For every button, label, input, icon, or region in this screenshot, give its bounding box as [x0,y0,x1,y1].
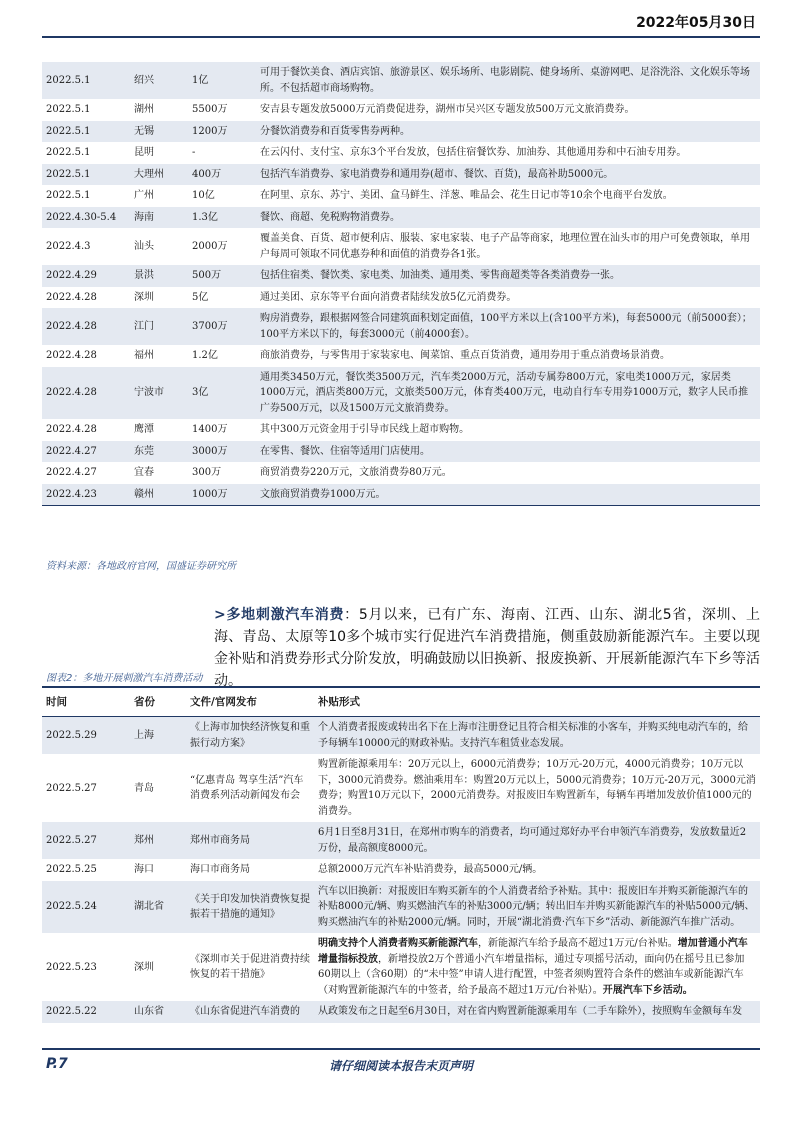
source-note: 资料来源：各地政府官网，国盛证券研究所 [46,561,236,572]
row-city: 宁波市 [130,367,188,420]
row-amount: 400万 [188,164,256,186]
row-subsidy [314,754,760,822]
table-row [42,345,760,367]
row-date: 2022.5.23 [46,961,97,973]
row-detail: 覆盖美食、百货、超市便利店、服装、家电家装、电子产品等商家，地理位置在汕头市的用户可免费领取，单用户每周可领取不同优惠券种和面值的消费券各1张。 [260,233,750,260]
table-row [42,881,760,934]
row-amount: 3亿 [188,367,256,420]
table-row [42,265,760,287]
row-date: 2022.5.1 [46,147,91,158]
row-province: 深圳 [134,961,154,973]
table-row [42,367,760,420]
row-province: 湖北省 [130,881,186,934]
row-city: 昆明 [134,147,154,158]
row-date: 2022.5.1 [46,190,91,201]
row-detail: 安吉县专题发放5000万元消费促进券，湖州市吴兴区专题发放500万元文旅消费券。 [260,104,635,115]
footer-divider [42,1048,760,1050]
subsidy-plain: 汽车以旧换新：对报废旧车购买新车的个人消费者给予补贴。其中：报废旧车并购买新能源汽车的补贴8000元/辆、购买燃油汽车的补贴3000元/辆；转出旧车并购买新能源汽车的补贴5000元/辆、购买燃油汽车的补贴2000元/辆。同时，开展“湖北消费·汽车下乡”活动、新能源汽车推广活动。 [318,885,755,928]
row-date: 2022.5.24 [42,881,130,934]
row-detail: 分餐饮消费券和百货零售券两种。 [256,121,760,143]
row-doc: “亿惠青岛 驾享生活”汽车消费系列活动新闻发布会 [190,774,304,802]
row-amount: 1000万 [188,484,256,506]
row-date: 2022.4.28 [46,424,97,435]
row-province: 青岛 [134,782,154,794]
header-doc: 文件/官网发布 [186,687,314,717]
row-city: 福州 [134,350,154,361]
row-date: 2022.4.27 [46,467,97,478]
row-date: 2022.5.29 [42,717,130,755]
paragraph-text: ：5月以来，已有广东、海南、江西、山东、湖北5省，深圳、上海、青岛、太原等10多个城市实行促进汽车消费措施，侧重鼓励新能源汽车。主要以现金补贴和消费券形式分阶发放，明确鼓励以旧换新、报废换新、开展新能源汽车下乡等活动。 [214,607,760,689]
row-province: 郑州 [130,822,186,859]
row-province: 海口 [134,864,154,876]
row-detail: 餐饮、商超、免税购物消费券。 [256,207,760,229]
row-date: 2022.4.28 [46,291,97,303]
row-detail: 通用类3450万元，餐饮类3500万元，汽车类2000万元，活动专属券800万元，家电类1000万元，家居类1000万元，酒店类800万元，文旅类500万元，体育类400万元，电动自行车专用券1000万元，数字人民币推广券500万元，以及1500万元文旅消费券。 [256,367,760,420]
row-city: 鹰潭 [134,424,154,435]
table-row [42,121,760,143]
subsidy-plain: 个人消费者报废或转出名下在上海市注册登记且符合相关标准的小客车，并购买纯电动汽车的，给予每辆车10000元的财政补贴。支持汽车租赁业态发展。 [318,722,748,749]
row-amount: 3000万 [188,441,256,463]
paragraph-lead: >多地刺激汽车消费 [214,607,345,623]
row-subsidy [314,859,760,881]
row-amount: 1.3亿 [188,207,256,229]
row-amount: 1.2亿 [192,350,218,361]
subsidy-plain: 从政策发布之日起至6月30日，对在省内购置新能源乘用车（二手车除外），按照购车金额每车发 [318,1006,743,1018]
row-date: 2022.4.28 [42,308,130,345]
row-detail: 包括住宿类、餐饮类、家电类、加油类、通用类、零售商超类等各类消费券一张。 [256,265,760,287]
table-row [42,441,760,463]
row-detail: 在零售、餐饮、住宿等适用门店使用。 [256,441,760,463]
table-row [42,1001,760,1023]
row-city: 深圳 [134,291,154,303]
table-row [42,308,760,345]
row-city: 广州 [134,190,154,201]
subsidy-bold2: 增加普通小汽车增量指标投放 [318,938,748,965]
row-amount: 1亿 [188,62,256,99]
table-row [42,859,760,881]
row-amount: 10亿 [192,190,215,201]
row-amount: 300万 [192,467,222,478]
row-city: 江门 [130,308,188,345]
table-row [42,484,760,506]
row-date: 2022.4.30-5.4 [42,207,130,229]
row-city: 大理州 [130,164,188,186]
table-row [42,754,760,822]
table-row [42,185,760,207]
table-row [42,164,760,186]
header-time: 时间 [42,687,130,717]
row-amount: 2000万 [192,240,228,252]
figure-caption: 图表2：多地开展刺激汽车消费活动 [46,673,203,684]
row-detail: 通过美团、京东等平台面向消费者陆续发放5亿元消费券。 [260,291,517,303]
row-date: 2022.4.3 [46,240,91,252]
row-amount: - [192,147,196,158]
table-row [42,62,760,99]
row-doc: 海口市商务局 [190,864,250,876]
row-detail: 购房消费券，跟根据网签合同建筑面积划定面值，100平方米以上(含100平方米)，每套5000元（前5000套）；100平方米以下的，每套3000元（前4000套）。 [256,308,760,345]
row-date: 2022.4.29 [42,265,130,287]
row-amount: 5500万 [192,104,228,115]
auto-subsidy-table [42,686,760,1023]
table-row [42,462,760,484]
row-date: 2022.5.22 [42,1001,130,1023]
row-city: 景洪 [130,265,188,287]
table-row [42,933,760,1001]
table-row [42,142,760,164]
table-row [42,419,760,441]
footer-disclaimer: 请仔细阅读本报告末页声明 [328,1059,473,1073]
row-amount: 500万 [188,265,256,287]
row-doc: 《关于印发加快消费恢复提振若干措施的通知》 [186,881,314,934]
table-row [42,717,760,755]
row-detail: 包括汽车消费券、家电消费券和通用券(超市、餐饮、百货)，最高补助5000元。 [256,164,760,186]
auto-consumption-paragraph [214,604,760,692]
row-province: 山东省 [130,1001,186,1023]
row-city: 赣州 [130,484,188,506]
row-detail: 其中300万元资金用于引导市民线上超市购物。 [260,424,470,435]
row-subsidy [314,881,760,934]
row-amount: 1200万 [188,121,256,143]
page-number: P.7 [46,1056,68,1072]
row-amount: 5亿 [192,291,209,303]
row-date: 2022.4.28 [46,350,97,361]
row-detail: 可用于餐饮美食、酒店宾馆、旅游景区、娱乐场所、电影剧院、健身场所、桌游网吧、足浴洗浴、文化娱乐等场所。不包括超市商场购物。 [256,62,760,99]
row-date: 2022.4.28 [42,367,130,420]
subsidy-mid: ，新能源汽车给予最高不超过1万元/台补贴。 [478,938,678,950]
row-subsidy [314,1001,760,1023]
subsidy-plain: 6月1日至8月31日，在郑州市购车的消费者，均可通过郑好办平台申领汽车消费券，发放数量近2万份，最高额度8000元。 [318,827,747,854]
row-city: 宜春 [134,467,154,478]
row-amount: 3700万 [188,308,256,345]
table-row [42,99,760,121]
row-subsidy [314,822,760,859]
row-doc: 《上海市加快经济恢复和重振行动方案》 [186,717,314,755]
subsidy-plain: 购置新能源乘用车：20万元以上，6000元消费券；10万元-20万元，4000元消费券；10万元以下，3000元消费券。燃油乘用车：购置20万元以上，5000元消费券；10万元-20万元，3000元消费券；购置10万元以下，2000元消费券。对报废旧车购置新车，每辆车再增加发放价值1000元的消费券。 [318,759,756,817]
consumption-voucher-table [42,62,760,506]
row-detail: 在阿里、京东、苏宁、美团、盒马鲜生、洋葱、唯品会、花生日记市等10余个电商平台发放。 [260,190,673,201]
row-province: 上海 [130,717,186,755]
table-row [42,822,760,859]
subsidy-plain: 总额2000万元汽车补贴消费券，最高5000元/辆。 [318,864,543,876]
row-date: 2022.5.1 [42,62,130,99]
row-doc: 《山东省促进汽车消费的 [186,1001,314,1023]
table-row [42,287,760,309]
row-subsidy [314,933,760,1001]
row-subsidy [314,717,760,755]
header-province: 省份 [130,687,186,717]
subsidy-tail: ，新增投放2万个普通小汽车增量指标，通过专项摇号活动，面向仍在摇号且已参加60期以上（含60期）的“未中签”申请人进行配置，中签者须购置符合条件的燃油车或新能源汽车（对购置新能源汽车的中签者，给予最高不超过1万元/台补贴）。 [318,953,745,996]
row-date: 2022.4.23 [42,484,130,506]
subsidy-bold1: 明确支持个人消费者购买新能源汽车 [318,938,478,950]
row-amount: 1400万 [192,424,228,435]
row-date: 2022.5.27 [42,822,130,859]
row-doc: 郑州市商务局 [186,822,314,859]
header-subsidy: 补贴形式 [314,687,760,717]
row-detail: 商贸消费券220万元，文旅消费券80万元。 [260,467,452,478]
report-date: 2022年05月30日 [636,15,756,31]
row-date: 2022.5.25 [46,864,97,876]
table-row [42,228,760,265]
row-date: 2022.4.27 [42,441,130,463]
row-city: 湖州 [134,104,154,115]
row-date: 2022.5.27 [46,782,97,794]
row-city: 无锡 [130,121,188,143]
row-date: 2022.5.1 [42,164,130,186]
header-divider [42,36,760,38]
table-row [42,207,760,229]
row-date: 2022.5.1 [46,104,91,115]
row-city: 绍兴 [130,62,188,99]
row-date: 2022.5.1 [42,121,130,143]
row-doc: 《深圳市关于促进消费持续恢复的若干措施》 [190,953,310,981]
row-detail: 文旅商贸消费券1000万元。 [256,484,760,506]
row-city: 东莞 [130,441,188,463]
row-city: 汕头 [134,240,154,252]
row-detail: 在云闪付、支付宝、京东3个平台发放，包括住宿餐饮券、加油券、其他通用券和中石油专用券。 [260,147,687,158]
row-detail: 商旅消费券，与零售用于家装家电、闽菜馆、重点百货消费，通用券用于重点消费场景消费。 [260,350,670,361]
subsidy-bold3: 开展汽车下乡活动。 [602,984,693,996]
row-city: 海南 [130,207,188,229]
